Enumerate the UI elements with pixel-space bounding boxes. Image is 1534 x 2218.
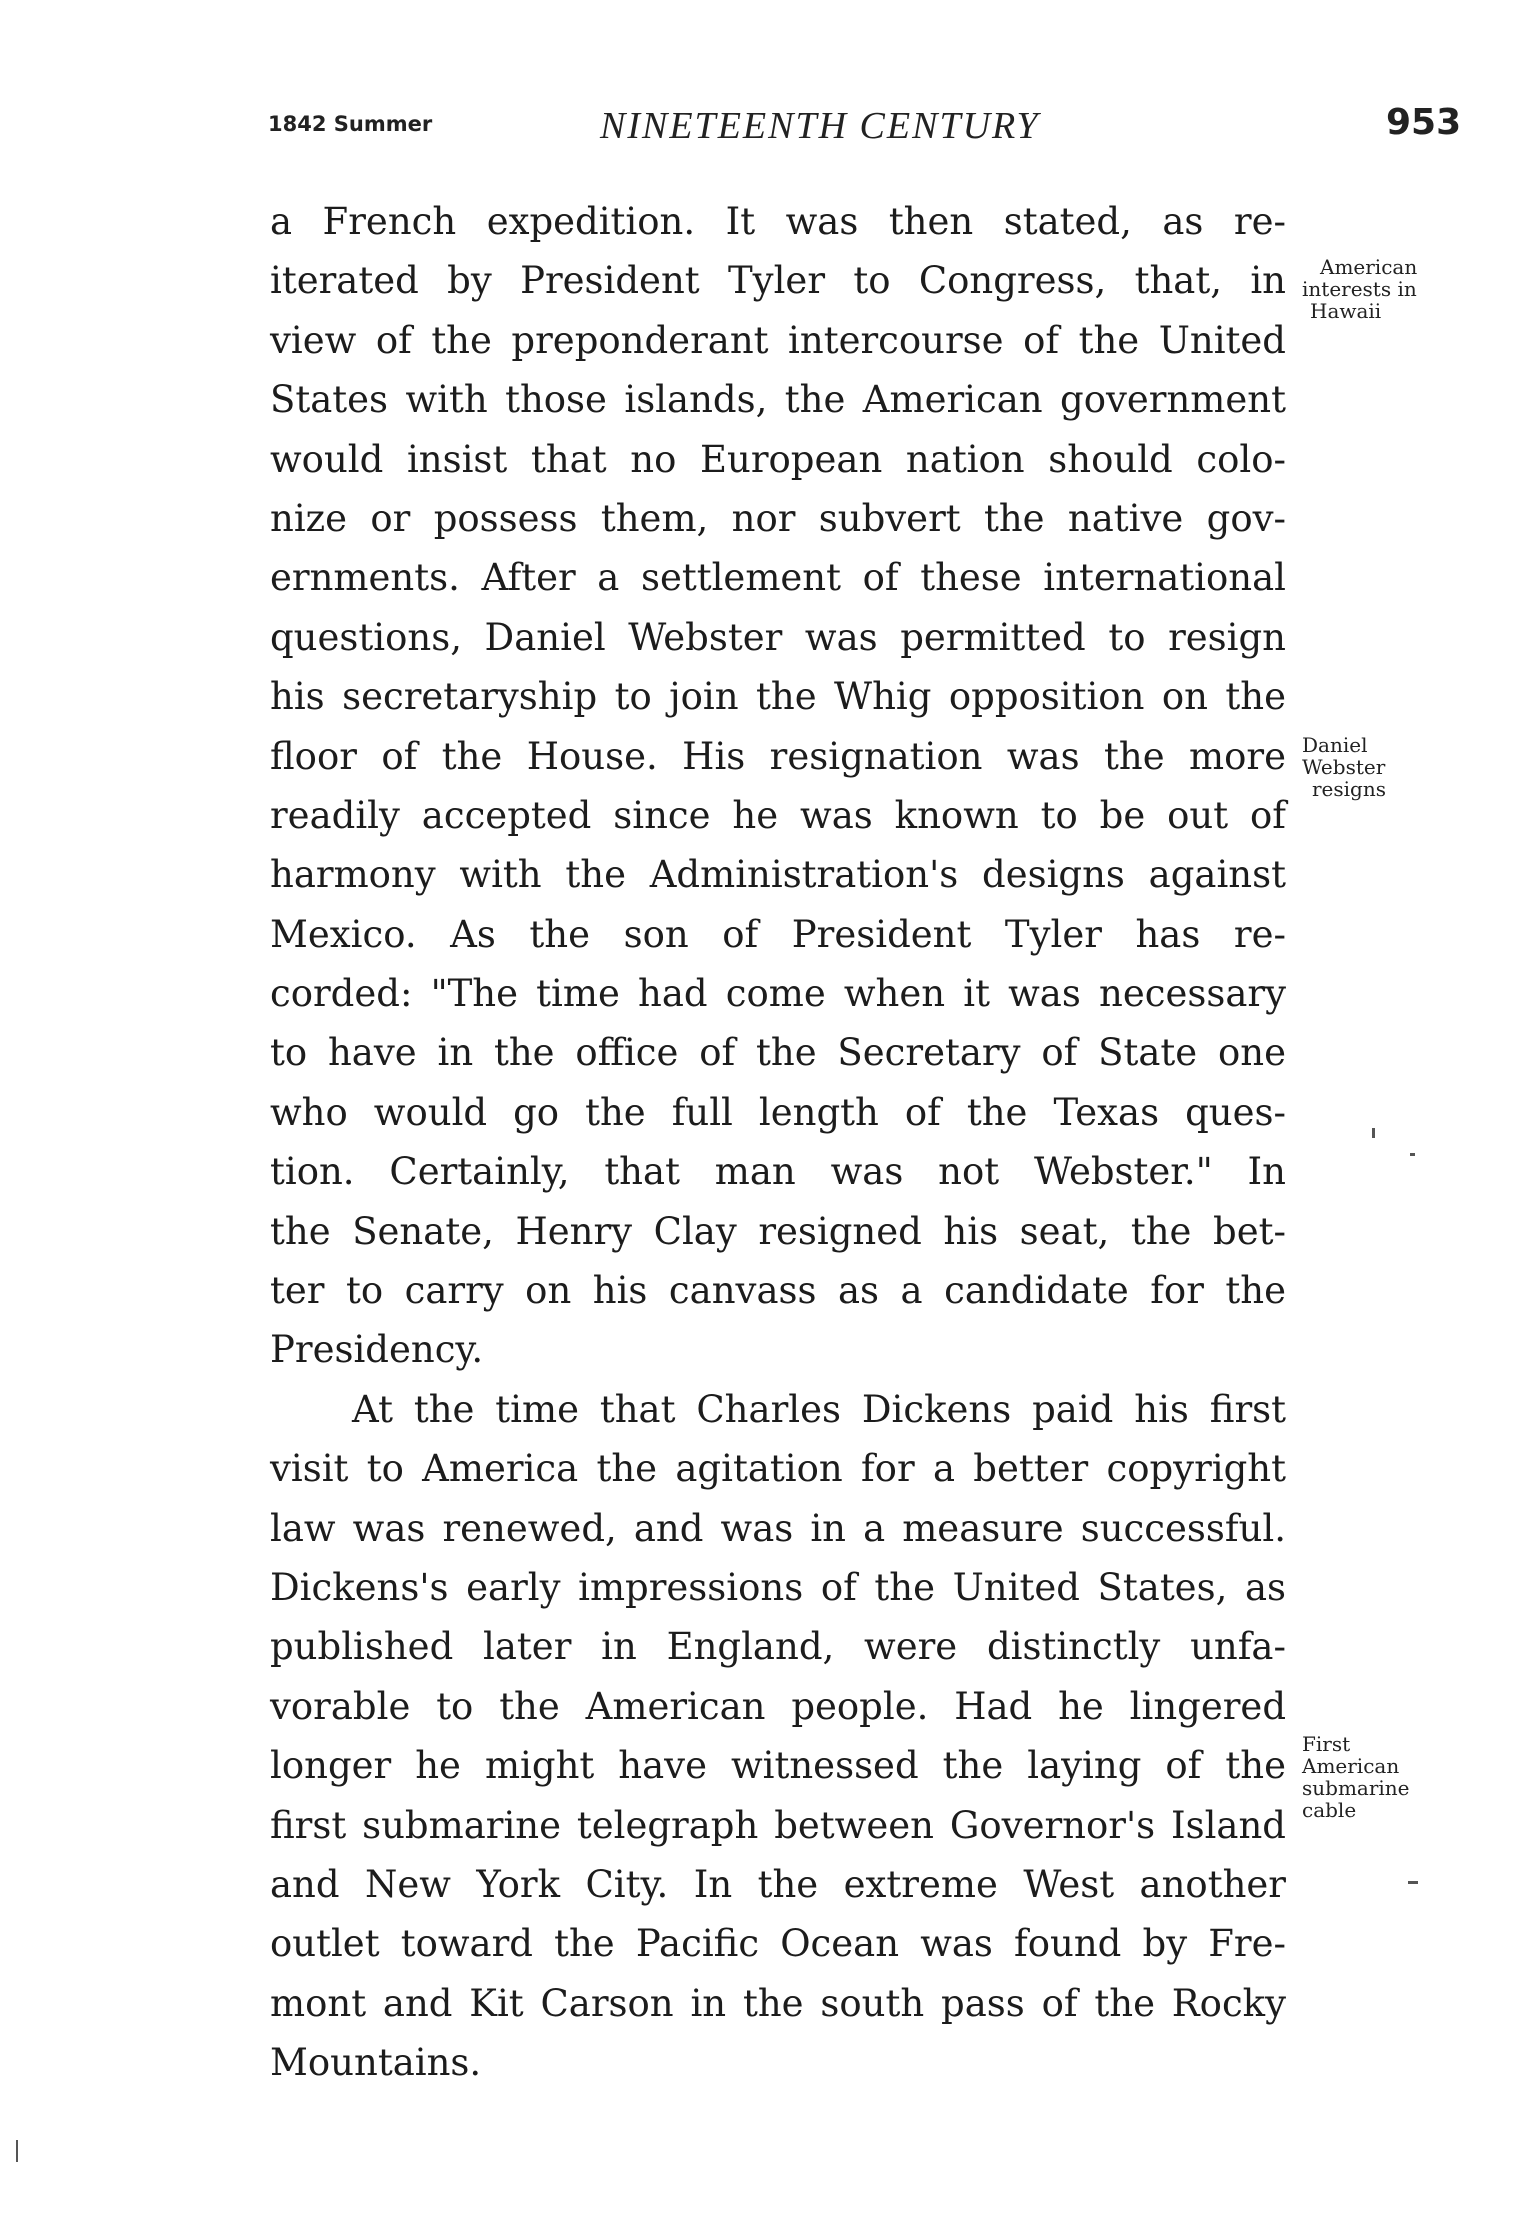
text-line: tion. Certainly, that man was not Webster." In	[270, 1150, 1286, 1194]
text-line: published later in England, were distinctly unfa-	[270, 1625, 1286, 1669]
margin-note-line: Daniel	[1302, 733, 1368, 757]
paragraph-2	[270, 1380, 1286, 2093]
text-line: readily accepted since he was known to be out of	[270, 793, 1286, 837]
text-line: mont and Kit Carson in the south pass of the Rocky	[270, 1981, 1286, 2025]
text-line: States with those islands, the American government	[270, 378, 1286, 422]
text-line: At the time that Charles Dickens paid his first	[352, 1387, 1286, 1431]
text-line: harmony with the Administration's designs against	[270, 853, 1286, 897]
margin-note-line: resigns	[1312, 777, 1387, 801]
scan-speck	[1408, 1881, 1418, 1884]
header-date: 1842 Summer	[268, 112, 433, 136]
text-line: the Senate, Henry Clay resigned his seat, the bet-	[270, 1209, 1286, 1253]
running-header	[0, 0, 1534, 200]
text-line: Mountains.	[270, 2041, 482, 2085]
text-line: first submarine telegraph between Governor's Island	[270, 1803, 1286, 1847]
body-text	[270, 192, 1286, 2093]
text-line: view of the preponderant intercourse of the United	[270, 318, 1286, 362]
margin-note-line: interests in	[1302, 277, 1417, 301]
scan-speck	[1410, 1153, 1415, 1156]
text-line: outlet toward the Pacific Ocean was found by Fre-	[270, 1922, 1286, 1966]
margin-note-line: cable	[1302, 1798, 1357, 1822]
text-line: nize or possess them, nor subvert the native gov-	[270, 496, 1286, 540]
scan-edge-mark	[16, 2140, 18, 2162]
text-line: ter to carry on his canvass as a candidate for the	[270, 1269, 1286, 1313]
margin-note-line: Hawaii	[1310, 299, 1382, 323]
text-line: and New York City. In the extreme West another	[270, 1862, 1286, 1906]
text-line: floor of the House. His resignation was the more	[270, 734, 1286, 778]
text-line: to have in the office of the Secretary of State one	[270, 1031, 1286, 1075]
margin-note-line: American	[1320, 255, 1418, 279]
margin-note-line: American	[1302, 1754, 1400, 1778]
text-line: questions, Daniel Webster was permitted to resign	[270, 615, 1286, 659]
text-line: Dickens's early impressions of the United States, as	[270, 1565, 1286, 1609]
text-line: corded: "The time had come when it was necessary	[270, 972, 1286, 1016]
text-line: Mexico. As the son of President Tyler has re-	[270, 912, 1286, 956]
scan-speck	[1372, 1128, 1375, 1138]
paragraph-1	[270, 192, 1286, 1380]
header-title: NINETEENTH CENTURY	[600, 105, 1040, 147]
page-number: 953	[1386, 102, 1462, 143]
text-line: vorable to the American people. Had he lingered	[270, 1684, 1286, 1728]
text-line: law was renewed, and was in a measure successful.	[270, 1506, 1286, 1550]
text-line: would insist that no European nation should colo-	[270, 437, 1286, 481]
margin-note-line: submarine	[1302, 1776, 1410, 1800]
text-line: ernments. After a settlement of these international	[270, 556, 1286, 600]
margin-note-line: Webster	[1302, 755, 1386, 779]
text-line: longer he might have witnessed the laying of the	[270, 1744, 1286, 1788]
text-line: iterated by President Tyler to Congress, that, in	[270, 259, 1286, 303]
text-line: who would go the full length of the Texas ques-	[270, 1090, 1286, 1134]
text-line: Presidency.	[270, 1328, 484, 1372]
margin-note-hawaii	[1302, 256, 1417, 322]
margin-note-webster	[1302, 734, 1386, 800]
margin-note-cable	[1302, 1733, 1410, 1821]
margin-note-line: First	[1302, 1732, 1351, 1756]
text-line: a French expedition. It was then stated, as re-	[270, 200, 1286, 243]
text-line: visit to America the agitation for a better copyright	[270, 1447, 1286, 1491]
text-line: his secretaryship to join the Whig opposition on the	[270, 675, 1286, 719]
